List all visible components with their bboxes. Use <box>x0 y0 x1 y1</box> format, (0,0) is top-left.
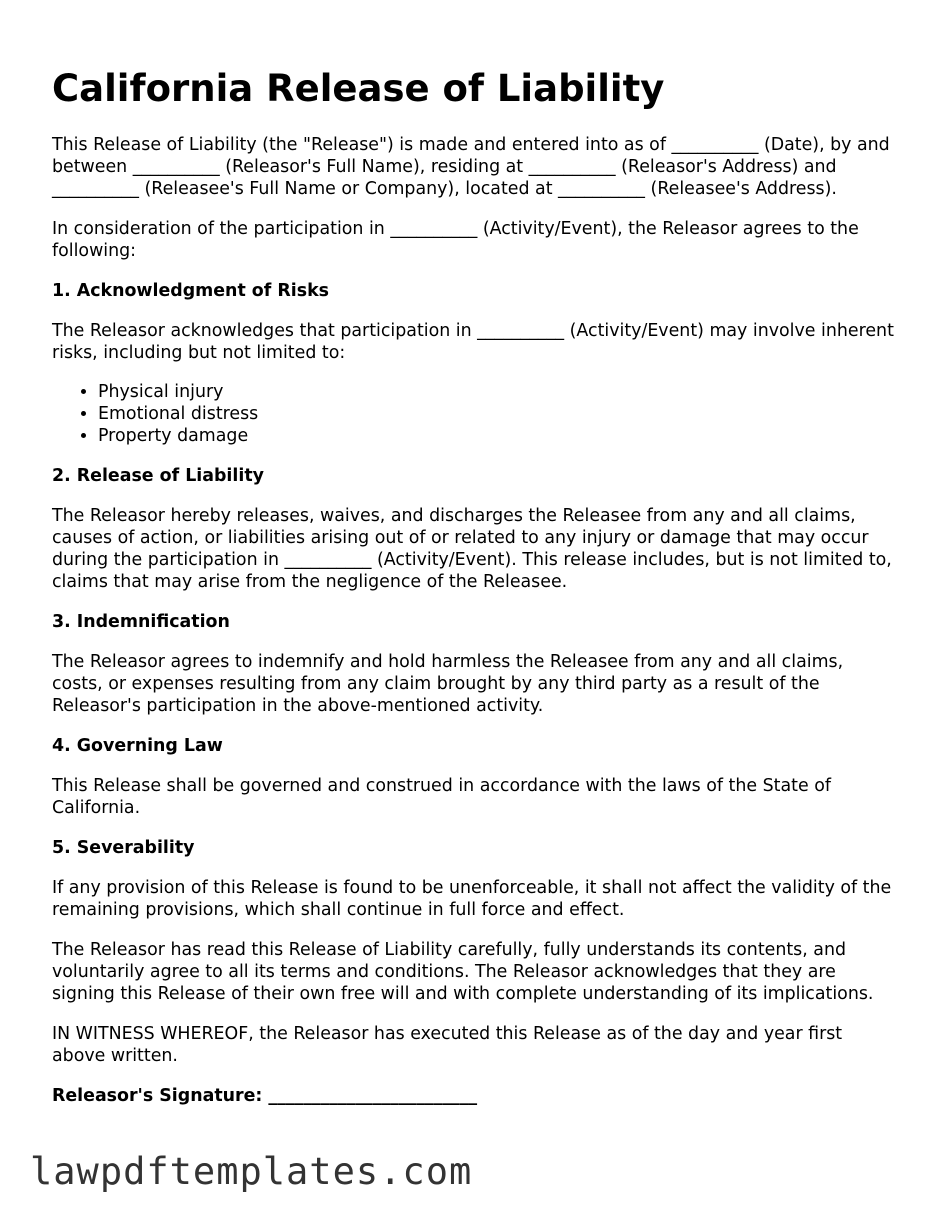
document-page <box>52 66 897 1107</box>
risks-list <box>52 381 897 447</box>
consideration-paragraph: In consideration of the participation in __________ (Activity/Event), the Releasor agrees to the following: <box>52 219 859 261</box>
acknowledgment-paragraph: The Releasor has read this Release of Liability carefully, fully understands its contents, and voluntarily agree to all its terms and conditions. The Releasor acknowledges that they are signing this Release of their own free will and with complete understanding of its implications. <box>52 940 874 1004</box>
section-body-indemnification: The Releasor agrees to indemnify and hold harmless the Releasee from any and all claims, costs, or expenses resulting from any claim brought by any third party as a result of the Releasor's participation in the above-mentioned activity. <box>52 652 844 716</box>
signature-line: Releasor's Signature: ________________________ <box>52 1086 478 1106</box>
section-body-governing-law: This Release shall be governed and construed in accordance with the laws of the State of California. <box>52 776 831 818</box>
section-heading-governing-law: 4. Governing Law <box>52 736 223 756</box>
section-body-release: The Releasor hereby releases, waives, and discharges the Releasee from any and all claims, causes of action, or liabilities arising out of or related to any injury or damage that may occur during the participation in __________ (Activity/Event). This release includes, but is not limited to, claims that may arise from the negligence of the Releasee. <box>52 506 892 592</box>
list-item: • Emotional distress <box>98 403 897 425</box>
section-heading-release: 2. Release of Liability <box>52 466 264 486</box>
list-item: • Physical injury <box>98 381 897 403</box>
section-body-severability: If any provision of this Release is found to be unenforceable, it shall not affect the validity of the remaining provisions, which shall continue in full force and effect. <box>52 878 892 920</box>
watermark-logo: lawpdftemplates.com <box>30 1150 473 1193</box>
section-body-risks: The Releasor acknowledges that participation in __________ (Activity/Event) may involve inherent risks, including but not limited to: <box>52 321 894 363</box>
section-heading-indemnification: 3. Indemnification <box>52 612 230 632</box>
document-title: California Release of Liability <box>52 67 665 110</box>
section-heading-severability: 5. Severability <box>52 838 195 858</box>
intro-paragraph: This Release of Liability (the "Release") is made and entered into as of __________ (Date), by and between __________ (Releasor's Full Name), residing at __________ (Releasor's Address) and __________ (Releasee's Full Name or Company), located at __________ (Releasee's Address). <box>52 135 890 199</box>
list-item: • Property damage <box>98 425 897 447</box>
section-heading-risks: 1. Acknowledgment of Risks <box>52 281 329 301</box>
witness-paragraph: IN WITNESS WHEREOF, the Releasor has executed this Release as of the day and year first above written. <box>52 1024 843 1066</box>
